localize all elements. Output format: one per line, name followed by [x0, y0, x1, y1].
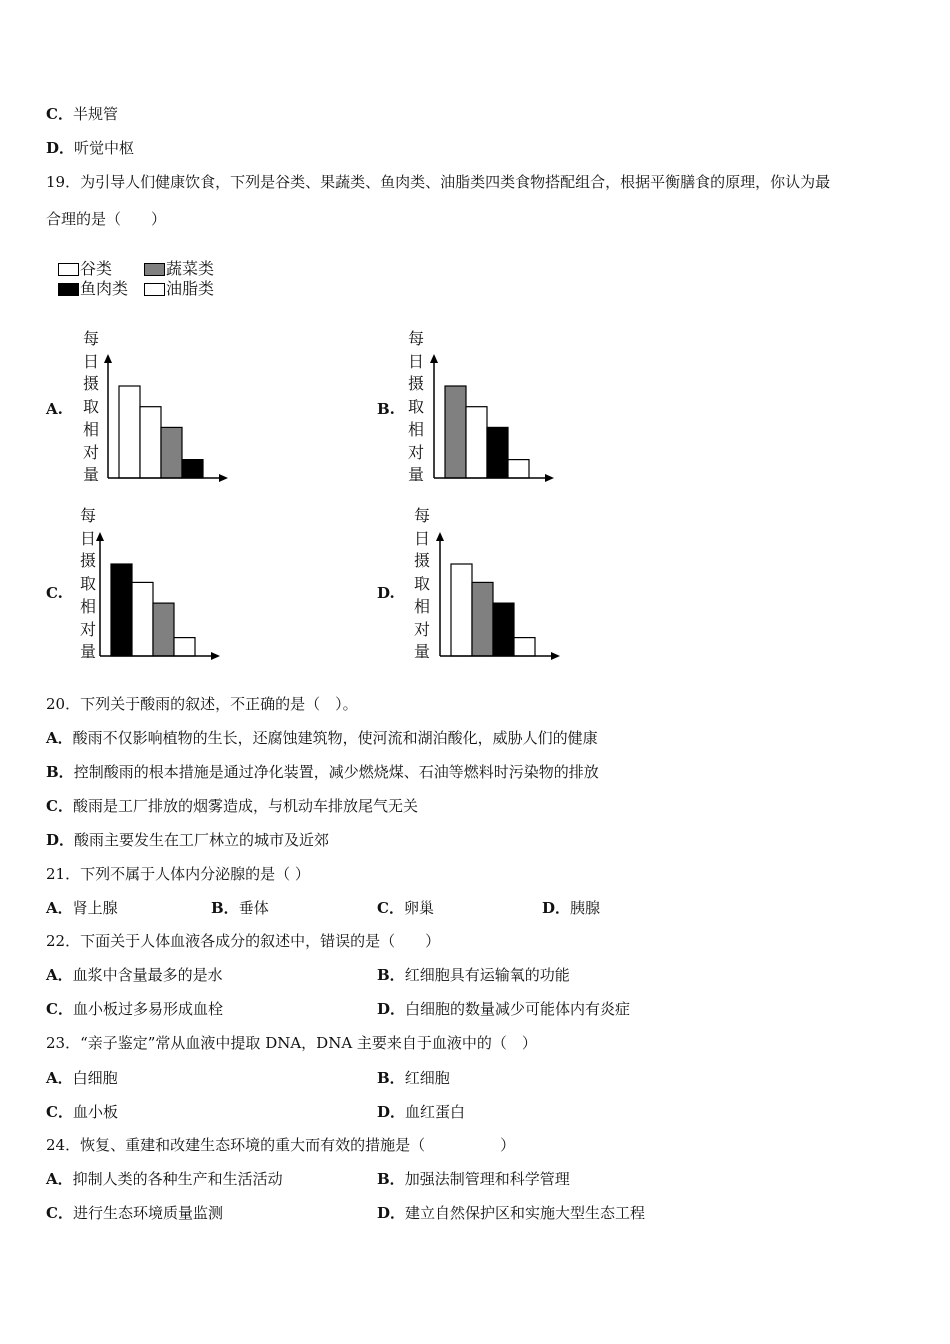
q24-option-b: B．加强法制管理和科学管理 — [377, 1170, 570, 1188]
bar-oil — [174, 638, 195, 656]
q18-option-d: D．听觉中枢 — [46, 139, 135, 157]
bar-grain — [451, 564, 472, 656]
q22-option-a: A．血浆中含量最多的是水 — [46, 966, 223, 984]
chart-a — [100, 350, 235, 490]
legend-oil: 油脂类 — [144, 276, 214, 299]
bar-vegetable — [472, 582, 493, 656]
chart-d-label: D. — [377, 584, 395, 602]
bar-grain — [466, 407, 487, 478]
q24-option-d: D．建立自然保护区和实施大型生态工程 — [377, 1204, 646, 1222]
legend-vegetable: 蔬菜类 — [144, 256, 214, 279]
y-axis-arrow — [430, 354, 438, 363]
bar-oil — [508, 460, 529, 478]
bar-oil — [514, 638, 535, 656]
q21-stem: 21．下列不属于人体内分泌腺的是（ ） — [46, 865, 310, 883]
chart-c-ylabel: 每 日 摄 取 相 对 量 — [79, 506, 96, 662]
q23-option-d: D．血红蛋白 — [377, 1103, 466, 1121]
legend-swatch-fish-meat — [58, 283, 79, 296]
legend-grain: 谷类 — [58, 256, 112, 279]
chart-a-label: A. — [46, 400, 63, 418]
bar-grain — [119, 386, 140, 478]
bar-vegetable — [445, 386, 466, 478]
q20-option-d: D．酸雨主要发生在工厂林立的城市及近郊 — [46, 831, 330, 849]
bar-fish_meat — [493, 603, 514, 656]
bar-grain — [132, 582, 153, 656]
q19-stem-line2: 合理的是（ ） — [46, 210, 167, 228]
chart-a-ylabel: 每 日 摄 取 相 对 量 — [82, 329, 99, 485]
y-axis-arrow — [96, 532, 104, 541]
bar-fish_meat — [182, 460, 203, 478]
q24-option-a: A．抑制人类的各种生产和生活活动 — [46, 1170, 283, 1188]
bar-vegetable — [161, 427, 182, 478]
bar-vegetable — [153, 603, 174, 656]
q22-option-d: D．白细胞的数量减少可能体内有炎症 — [377, 1000, 631, 1018]
q23-option-c: C．血小板 — [46, 1103, 118, 1121]
bar-fish_meat — [111, 564, 132, 656]
q20-option-c: C．酸雨是工厂排放的烟雾造成，与机动车排放尾气无关 — [46, 797, 418, 815]
q20-option-b: B．控制酸雨的根本措施是通过净化装置，减少燃烧煤、石油等燃料时污染物的排放 — [46, 763, 599, 781]
q22-option-b: B．红细胞具有运输氧的功能 — [377, 966, 570, 984]
q20-option-a: A．酸雨不仅影响植物的生长，还腐蚀建筑物，使河流和湖泊酸化，威胁人们的健康 — [46, 729, 598, 747]
bar-fish_meat — [487, 427, 508, 478]
q21-option-d: D．胰腺 — [542, 899, 601, 917]
q24-stem: 24．恢复、重建和改建生态环境的重大而有效的措施是（ ） — [46, 1136, 516, 1154]
y-axis-arrow — [436, 532, 444, 541]
x-axis-arrow — [211, 652, 220, 660]
x-axis-arrow — [551, 652, 560, 660]
legend-fish-meat: 鱼肉类 — [58, 276, 128, 299]
x-axis-arrow — [219, 474, 228, 482]
bar-oil — [140, 407, 161, 478]
legend-swatch-grain — [58, 263, 79, 276]
x-axis-arrow — [545, 474, 554, 482]
y-axis-arrow — [104, 354, 112, 363]
chart-b-ylabel: 每 日 摄 取 相 对 量 — [407, 329, 424, 485]
legend-swatch-vegetable — [144, 263, 165, 276]
chart-c-label: C. — [46, 584, 63, 602]
q24-option-c: C．进行生态环境质量监测 — [46, 1204, 223, 1222]
q21-option-a: A．肾上腺 — [46, 899, 118, 917]
q18-option-c: C．半规管 — [46, 105, 118, 123]
q23-stem: 23．“亲子鉴定”常从血液中提取 DNA，DNA 主要来自于血液中的（ ） — [46, 1034, 537, 1052]
q22-stem: 22．下面关于人体血液各成分的叙述中，错误的是（ ） — [46, 932, 441, 950]
q21-option-b: B．垂体 — [211, 899, 269, 917]
chart-c — [92, 528, 227, 668]
q23-option-a: A．白细胞 — [46, 1069, 118, 1087]
q23-option-b: B．红细胞 — [377, 1069, 450, 1087]
q21-option-c: C．卵巢 — [377, 899, 434, 917]
chart-b — [426, 350, 561, 490]
legend-swatch-oil — [144, 283, 165, 296]
chart-b-label: B. — [377, 400, 395, 418]
q20-stem: 20．下列关于酸雨的叙述，不正确的是（ ）。 — [46, 695, 358, 713]
chart-d — [432, 528, 567, 668]
q22-option-c: C．血小板过多易形成血栓 — [46, 1000, 223, 1018]
q19-stem-line1: 19．为引导人们健康饮食，下列是谷类、果蔬类、鱼肉类、油脂类四类食物搭配组合，根据平衡膳食的原理，你认为最 — [46, 173, 831, 191]
chart-d-ylabel: 每 日 摄 取 相 对 量 — [413, 506, 430, 662]
